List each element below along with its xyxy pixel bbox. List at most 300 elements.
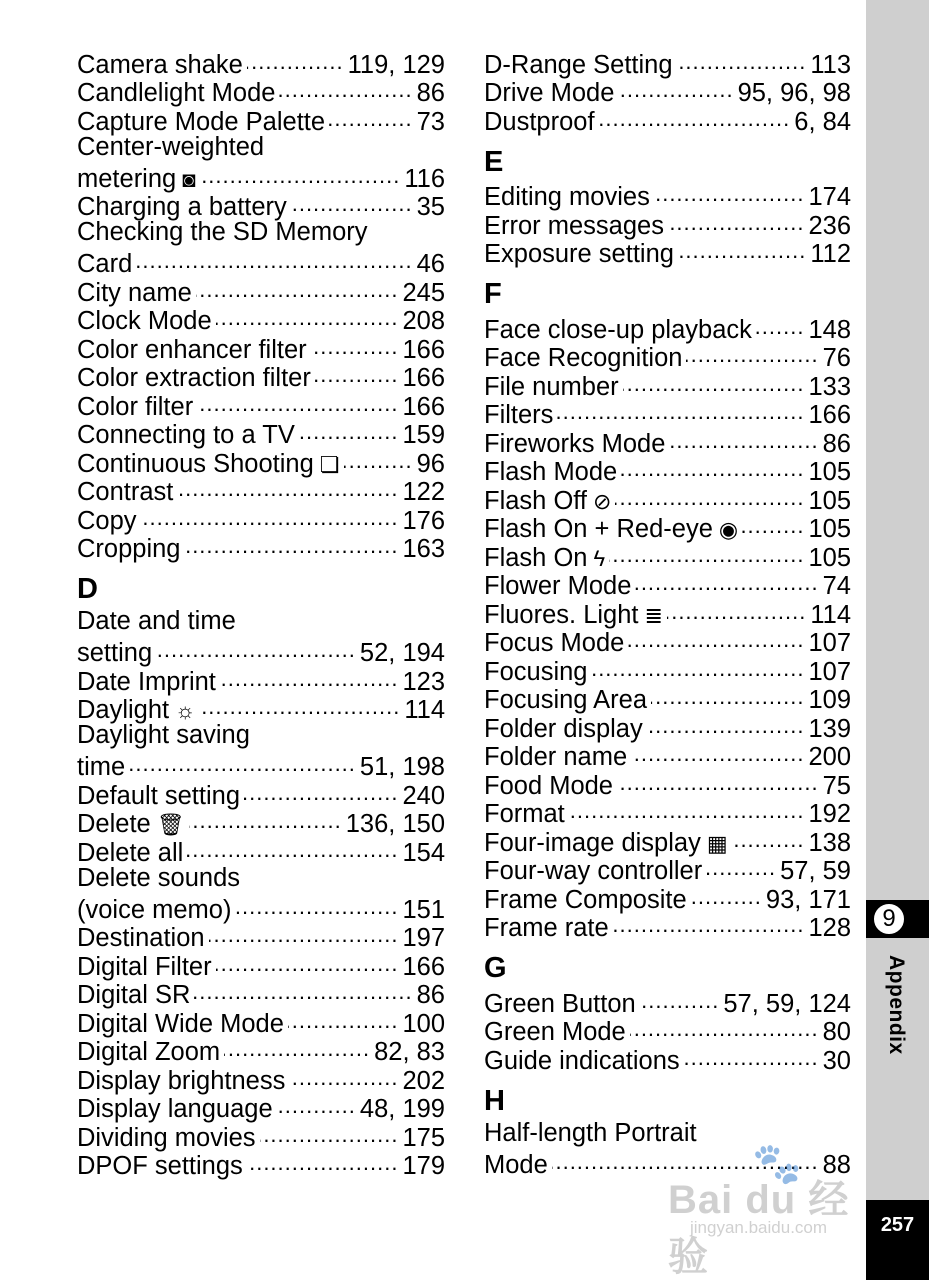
dot-leader (329, 104, 413, 130)
index-term: Cropping (77, 535, 181, 563)
red-eye-flash-icon: ◉ (718, 517, 739, 542)
fluorescent-light-icon: ≣ (644, 602, 663, 628)
index-entry (77, 275, 445, 307)
page-reference: 73 (416, 107, 445, 136)
index-term-wrap (484, 79, 614, 108)
page-reference: 114 (810, 600, 851, 629)
dot-leader (224, 1035, 370, 1061)
index-term: Delete sounds (77, 863, 241, 892)
index-entry (484, 683, 851, 712)
index-term: Green Mode (484, 1018, 626, 1046)
index-entry (484, 654, 851, 686)
index-entry (77, 807, 445, 836)
page-reference: 76 (822, 344, 851, 372)
dot-leader (247, 1149, 399, 1175)
page-reference: 163 (402, 535, 445, 563)
index-term: Charging a battery (77, 193, 287, 221)
dot-leader (628, 626, 804, 652)
index-entry (484, 740, 851, 769)
index-entry (484, 626, 851, 655)
page-reference: 151 (402, 895, 445, 924)
dot-leader (216, 949, 399, 975)
index-term-wrap (77, 953, 212, 982)
index-term: Half-length Portrait (484, 1118, 697, 1147)
page-reference: 107 (808, 629, 851, 657)
index-entry (77, 47, 445, 79)
index-entry (484, 76, 851, 105)
trash-icon: 🗑 (156, 812, 185, 837)
page-reference: 236 (808, 211, 851, 240)
dot-leader (599, 104, 791, 130)
index-term-wrap (484, 686, 647, 715)
index-entry (77, 161, 445, 193)
index-entry (77, 1006, 445, 1038)
index-term-wrap (77, 924, 205, 953)
page-reference: 88 (822, 1150, 851, 1179)
dot-leader (654, 180, 805, 206)
index-term-wrap (77, 639, 152, 668)
index-entry (77, 304, 445, 333)
page-reference: 139 (808, 714, 851, 743)
page-reference: 159 (402, 421, 445, 449)
index-term: Focusing Area (484, 686, 648, 714)
dot-leader (194, 978, 412, 1004)
dot-leader (630, 1015, 819, 1041)
dot-leader (244, 778, 398, 804)
dot-leader (247, 47, 344, 73)
index-term: Frame rate (484, 914, 609, 942)
index-entry (484, 882, 851, 914)
index-term: metering (77, 164, 177, 193)
index-term: Default setting (77, 781, 241, 810)
index-entry (484, 341, 851, 370)
index-entry (484, 312, 851, 344)
index-entry (77, 636, 445, 665)
page-reference: 119, 129 (347, 50, 445, 79)
index-entry (484, 911, 851, 940)
watermark-logo-text: Bai du 经验 (668, 1178, 850, 1279)
index-term-wrap (77, 279, 192, 308)
index-term-wrap (484, 401, 553, 430)
index-term-wrap (484, 458, 617, 487)
dot-leader (647, 711, 805, 737)
index-term: Guide indications (484, 1046, 680, 1075)
index-entry (77, 892, 445, 924)
index-entry (77, 1120, 445, 1152)
dot-leader (177, 475, 398, 501)
index-term-wrap (77, 507, 137, 536)
page-reference: 148 (808, 315, 851, 344)
center-weighted-metering-icon: ◙ (182, 166, 196, 192)
index-entry (484, 47, 851, 79)
index-term: Fireworks Mode (484, 429, 666, 458)
index-term: Dustproof (484, 107, 595, 136)
index-term-wrap (77, 79, 275, 108)
index-term-wrap (77, 51, 243, 80)
dot-leader (640, 986, 720, 1012)
dot-leader (591, 654, 804, 680)
index-term-wrap (484, 212, 664, 241)
index-term: Digital Filter (77, 952, 212, 981)
index-entry-line (77, 864, 445, 893)
index-term-wrap (77, 307, 212, 336)
index-term: Food Mode (484, 771, 613, 800)
index-term: D-Range Setting (484, 50, 673, 79)
index-term: Center-weighted (77, 132, 265, 161)
index-term: Digital Wide Mode (77, 1009, 284, 1038)
dot-leader (668, 208, 804, 234)
index-term: Candlelight Mode (77, 79, 276, 107)
dot-leader (742, 512, 804, 538)
page-reference: 192 (808, 800, 851, 828)
page-number: 257 (866, 1200, 929, 1280)
index-entry (484, 369, 851, 401)
index-letter-heading: F (484, 278, 502, 310)
index-entry (484, 512, 851, 541)
index-entry (484, 597, 851, 629)
index-term: DPOF settings (77, 1152, 243, 1180)
page-reference: 116 (404, 164, 445, 193)
index-entry (77, 332, 445, 364)
index-term-wrap (77, 1095, 273, 1124)
index-entry-line (77, 607, 445, 636)
page-reference: 75 (822, 771, 851, 800)
dot-leader (220, 664, 399, 690)
paw-logo-icon: 🐾 (752, 1142, 802, 1186)
index-letter-heading: E (484, 145, 504, 178)
index-term: Frame Composite (484, 885, 687, 914)
index-term-wrap (484, 1018, 626, 1047)
index-term-wrap (77, 981, 190, 1010)
page-reference: 166 (402, 364, 445, 392)
dot-leader (756, 312, 805, 338)
index-term: Capture Mode Palette (77, 107, 326, 136)
index-entry (484, 237, 851, 266)
dot-leader (189, 807, 342, 833)
index-term: Connecting to a TV (77, 421, 295, 449)
index-entry (77, 693, 445, 722)
index-term-wrap (77, 165, 196, 195)
page-reference: 105 (808, 458, 851, 486)
dot-leader (684, 1043, 819, 1069)
index-term-wrap (484, 1151, 548, 1180)
page-reference: 200 (808, 743, 851, 771)
page-reference: 100 (402, 1009, 445, 1038)
index-term: setting (77, 639, 153, 667)
index-term: City name (77, 278, 192, 307)
index-term-wrap (77, 810, 185, 840)
index-term: Checking the SD Memory (77, 218, 368, 246)
dot-leader (615, 483, 804, 509)
dot-leader (667, 597, 806, 623)
index-term: Destination (77, 924, 205, 952)
index-term: Fluores. Light (484, 600, 639, 629)
index-entry (77, 190, 445, 219)
index-entry (77, 247, 445, 276)
index-term: Color enhancer filter (77, 335, 307, 364)
index-term: Flash Mode (484, 458, 618, 486)
dot-leader (288, 1006, 399, 1032)
index-entry (77, 475, 445, 504)
dot-leader (669, 426, 818, 452)
page-reference: 122 (402, 478, 445, 506)
index-term-wrap (77, 668, 216, 697)
index-term-wrap (484, 800, 565, 829)
index-term: Flash On + Red-eye (484, 515, 713, 543)
index-term: Display language (77, 1095, 273, 1123)
index-entry (77, 104, 445, 136)
index-entry (77, 1063, 445, 1095)
index-term-wrap (77, 1152, 243, 1181)
dot-leader (706, 854, 776, 880)
index-entry-line (77, 721, 445, 750)
index-term: Four-way controller (484, 857, 703, 885)
section-label: Appendix (885, 955, 908, 1055)
page-reference: 86 (416, 79, 445, 107)
index-entry (484, 426, 851, 458)
dot-leader (260, 1120, 399, 1146)
index-entry (484, 208, 851, 240)
index-term: Exposure setting (484, 240, 674, 268)
page-reference: 166 (402, 392, 445, 421)
page-reference: 240 (402, 781, 445, 810)
dot-leader (289, 1063, 398, 1089)
index-term-wrap (77, 336, 307, 365)
dot-leader (209, 921, 399, 947)
index-term: Digital SR (77, 981, 191, 1009)
index-term-wrap (484, 658, 587, 687)
index-term: Face Recognition (484, 344, 683, 372)
index-right-column (484, 47, 851, 1179)
page-reference: 197 (402, 924, 445, 952)
index-term: Flower Mode (484, 572, 632, 600)
dot-leader (299, 418, 399, 444)
index-term: Color extraction filter (77, 364, 311, 392)
dot-leader (315, 361, 399, 387)
index-term: Green Button (484, 989, 636, 1018)
index-entry (77, 503, 445, 535)
page-reference: 82, 83 (374, 1038, 445, 1066)
index-entry (484, 986, 851, 1018)
index-term: (voice memo) (77, 895, 232, 924)
flash-on-icon: ϟ (593, 545, 606, 571)
chapter-number: 9 (872, 902, 906, 936)
page-reference: 113 (810, 50, 851, 79)
index-term: Flash On (484, 543, 588, 572)
dot-leader (199, 693, 400, 719)
index-entry (484, 768, 851, 800)
index-term: Mode (484, 1150, 548, 1179)
dot-leader (691, 882, 762, 908)
index-term: Daylight (77, 696, 170, 724)
dot-leader (277, 1092, 356, 1118)
dot-leader (200, 161, 401, 187)
index-entry (484, 455, 851, 484)
index-term: Copy (77, 506, 137, 535)
page-reference: 123 (402, 667, 445, 696)
index-term: Drive Mode (484, 79, 615, 107)
page-reference: 166 (402, 335, 445, 364)
page-reference: 107 (808, 657, 851, 686)
index-term: Color filter (77, 392, 194, 421)
index-left-column (77, 47, 445, 1180)
index-term: Continuous Shooting (77, 449, 314, 478)
index-entry (77, 978, 445, 1007)
index-entry (484, 398, 851, 427)
page-reference: 138 (808, 828, 851, 857)
index-term: Filters (484, 401, 554, 429)
page-reference: 57, 59 (780, 857, 851, 885)
index-entry (77, 835, 445, 867)
index-entry (77, 418, 445, 447)
dot-leader (569, 797, 805, 823)
index-entry (77, 1092, 445, 1121)
page-reference: 128 (808, 914, 851, 942)
index-term-wrap (484, 743, 627, 772)
index-term-wrap (77, 421, 295, 450)
index-term: Editing movies (484, 183, 650, 211)
index-entry (484, 180, 851, 209)
dot-leader (609, 540, 804, 566)
index-term: Folder display (484, 714, 643, 743)
index-term: Daylight saving (77, 721, 250, 749)
dot-leader (618, 76, 733, 102)
index-term-wrap (484, 990, 636, 1019)
index-entry (77, 446, 445, 478)
index-entry-line (484, 1119, 851, 1148)
page-reference: 109 (808, 686, 851, 714)
index-term-wrap (484, 1047, 680, 1076)
page-reference: 35 (416, 193, 445, 221)
page-reference: 30 (822, 1046, 851, 1075)
index-term: File number (484, 372, 619, 401)
page-reference: 105 (808, 486, 851, 515)
index-letter-heading: G (484, 952, 507, 984)
dot-leader (136, 247, 412, 273)
page-reference: 105 (808, 515, 851, 543)
dot-leader (187, 835, 398, 861)
index-entry (484, 104, 851, 136)
index-term-wrap (77, 753, 125, 782)
dot-leader (216, 304, 399, 330)
index-term: Delete all (77, 838, 184, 867)
index-term: Camera shake (77, 50, 243, 79)
index-term-wrap (484, 240, 674, 269)
index-term: Error messages (484, 211, 664, 240)
index-term: Dividing movies (77, 1123, 256, 1152)
index-term: Four-image display (484, 828, 701, 857)
index-entry (77, 664, 445, 696)
page-reference: 179 (402, 1152, 445, 1180)
dot-leader (631, 740, 804, 766)
dot-leader (311, 332, 399, 358)
index-entry (77, 361, 445, 390)
index-term-wrap (77, 250, 132, 279)
index-term-wrap (484, 715, 643, 744)
index-term-wrap (484, 857, 702, 886)
page-reference: 57, 59, 124 (723, 989, 851, 1018)
dot-leader (621, 455, 804, 481)
index-term-wrap (484, 487, 611, 517)
page-reference: 51, 198 (359, 753, 445, 781)
dot-leader (156, 636, 356, 662)
index-term-wrap (77, 535, 180, 564)
watermark-url: jingyan.baidu.com (690, 1218, 828, 1237)
index-term: Face close-up playback (484, 315, 752, 344)
index-entry (77, 921, 445, 950)
dot-leader (617, 768, 819, 794)
dot-leader (129, 750, 356, 776)
dot-leader (344, 446, 413, 472)
index-term-wrap (77, 393, 193, 422)
dot-leader (678, 237, 806, 263)
index-entry (484, 483, 851, 515)
index-entry (484, 540, 851, 572)
dot-leader (686, 341, 818, 367)
index-letter-heading: H (484, 1084, 505, 1117)
page-reference: 176 (402, 506, 445, 535)
flash-off-icon: ⊘ (592, 488, 612, 514)
page-reference: 86 (416, 981, 445, 1009)
page-reference: 112 (810, 240, 851, 268)
dot-leader (651, 683, 804, 709)
index-term-wrap (484, 829, 728, 859)
page-reference: 133 (808, 372, 851, 401)
page-reference: 95, 96, 98 (737, 79, 851, 107)
index-term-wrap (484, 572, 631, 601)
dot-leader (635, 569, 818, 595)
index-term-wrap (484, 183, 650, 212)
index-term-wrap (77, 1067, 285, 1096)
page-reference: 93, 171 (765, 885, 851, 914)
page-reference: 202 (402, 1066, 445, 1095)
index-term: Contrast (77, 478, 174, 506)
page-reference: 96 (416, 449, 445, 478)
dot-leader (557, 398, 804, 424)
page-reference: 48, 199 (359, 1095, 445, 1123)
index-entry (484, 825, 851, 857)
index-entry (77, 389, 445, 421)
dot-leader (141, 503, 399, 529)
page-reference: 105 (808, 543, 851, 572)
page-reference: 208 (402, 307, 445, 335)
page-reference: 136, 150 (345, 810, 445, 838)
index-entry (77, 532, 445, 561)
index-entry (77, 750, 445, 779)
page-reference: 74 (822, 572, 851, 600)
index-term-wrap (77, 1124, 256, 1153)
index-term: Display brightness (77, 1066, 286, 1095)
index-entry-line (77, 133, 445, 162)
page-reference: 175 (402, 1123, 445, 1152)
index-letter-heading: D (77, 573, 98, 605)
dot-leader (552, 1147, 819, 1173)
index-entry (77, 76, 445, 105)
index-term: Date Imprint (77, 667, 216, 696)
page-reference: 6, 84 (794, 107, 851, 136)
index-term: Date and time (77, 607, 236, 635)
dot-leader (291, 190, 413, 216)
four-image-display-icon: ▦ (706, 830, 728, 856)
page-reference: 245 (402, 278, 445, 307)
index-entry (77, 1035, 445, 1064)
index-entry (77, 778, 445, 810)
page-reference: 80 (822, 1018, 851, 1046)
index-term: Focusing (484, 657, 588, 686)
page-reference: 46 (416, 250, 445, 278)
dot-leader (279, 76, 412, 102)
index-term: Delete (77, 810, 151, 838)
